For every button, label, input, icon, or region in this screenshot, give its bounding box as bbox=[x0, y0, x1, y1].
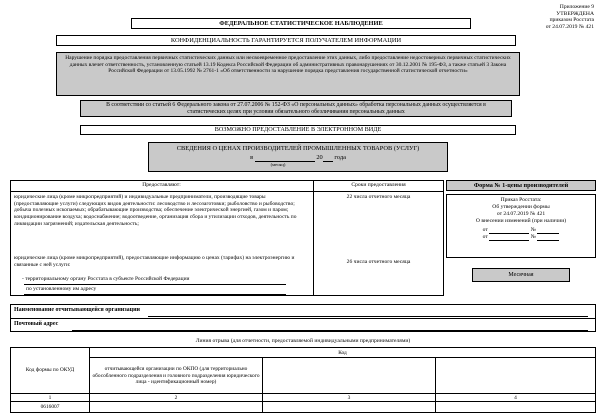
underline bbox=[24, 294, 286, 295]
submitters-header: Предоставляют: bbox=[142, 182, 181, 188]
order-line: Об утверждении формы bbox=[492, 203, 550, 210]
okud-code-cell: 0616007 bbox=[11, 402, 90, 413]
column-number: 2 bbox=[90, 394, 263, 402]
column-number: 3 bbox=[263, 394, 436, 402]
org-name-line[interactable] bbox=[148, 316, 588, 317]
periodicity-text: Месячная bbox=[508, 272, 534, 278]
amendment-date-blank[interactable] bbox=[489, 227, 529, 234]
empty-header bbox=[436, 358, 596, 394]
amendment-line bbox=[447, 227, 595, 234]
organization-divider bbox=[10, 318, 596, 319]
order-box bbox=[446, 194, 596, 258]
month-blank[interactable] bbox=[255, 155, 315, 162]
empty-header bbox=[263, 358, 436, 394]
violation-notice bbox=[56, 52, 520, 96]
tear-line-caption: Линия отрыва (для отчетности, предоставляемой индивидуальными предпринимателями) bbox=[195, 338, 411, 344]
column-number: 4 bbox=[436, 394, 596, 402]
code-cell[interactable] bbox=[436, 402, 596, 413]
org-name-label: Наименование отчитывающейся организации bbox=[14, 307, 141, 313]
periodicity-badge bbox=[472, 268, 570, 282]
personal-data-notice bbox=[80, 100, 512, 117]
order-line: О внесении изменений (при наличии) bbox=[475, 217, 567, 224]
electronic-banner bbox=[80, 125, 516, 135]
submitters-row-2: юридические лица (кроме микропредприятий), предоставляющие информацию о ценах (тарифах) на электроэнергию и связанные с ней услуги: bbox=[14, 255, 295, 268]
electronic-text: ВОЗМОЖНО ПРЕДОСТАВЛЕНИЕ В ЭЛЕКТРОННОМ ВИДЕ bbox=[214, 126, 382, 133]
approval-line: от 24.07.2019 № 421 bbox=[545, 24, 594, 31]
survey-title: ФЕДЕРАЛЬНОЕ СТАТИСТИЧЕСКОЕ НАБЛЮДЕНИЕ bbox=[219, 20, 383, 27]
code-cell[interactable] bbox=[263, 402, 436, 413]
year-prefix: 20 bbox=[316, 154, 323, 162]
form-title-box bbox=[148, 142, 448, 172]
personal-data-text: В соответствии со статьей 6 Федерального закона от 27.07.2006 № 152-ФЗ «О персональных данных» обработка персональных данных осуществляется в статистических целях при условии обязательного обезличивания персональных данных bbox=[106, 102, 486, 116]
codes-table bbox=[10, 347, 596, 413]
amendment-date-blank[interactable] bbox=[489, 234, 529, 241]
terms-row-1: 22 числа отчетного месяца bbox=[346, 194, 411, 200]
postal-address-label: Почтовый адрес bbox=[14, 321, 59, 327]
order-line: от 24.07.2019 № 421 bbox=[496, 210, 546, 217]
postal-address-line[interactable] bbox=[72, 330, 588, 331]
approval-block bbox=[514, 4, 594, 31]
code-header: Код bbox=[90, 348, 596, 358]
number-label: № bbox=[530, 226, 536, 233]
confidentiality-text: КОНФИДЕНЦИАЛЬНОСТЬ ГАРАНТИРУЕТСЯ ПОЛУЧАТЕЛЕМ ИНФОРМАЦИИ bbox=[170, 37, 402, 44]
okud-header: Код формы по ОКУД bbox=[11, 348, 90, 394]
submitters-row-1: юридические лица (кроме микропредприятий) и индивидуальные предприниматели, производящие товары (предоставляющие услуги) следующих видов деятельности: лесоводство и лесозаготовки; рыболовство и рыбоводство; добыча полезных ископаемых; обрабатывающие производства; обеспечение электрической энергией, газом и паром; кондиционирование воздуха; водоснабжение; водоотведение, организация сбора и утилизации отходов, деятельность по ликвидации загрязнений; издательская деятельность; bbox=[14, 194, 297, 227]
month-hint: (месяц) bbox=[270, 161, 286, 167]
form-number-badge bbox=[446, 180, 596, 191]
amendment-number-blank[interactable] bbox=[537, 234, 559, 241]
approval-line: приказом Росстата bbox=[549, 17, 594, 24]
form-number-text: Форма № 1-цены производителей bbox=[473, 182, 569, 189]
underline bbox=[24, 284, 286, 285]
in-label: в bbox=[250, 154, 254, 162]
year-blank[interactable] bbox=[323, 155, 333, 162]
form-title: СВЕДЕНИЯ О ЦЕНАХ ПРОИЗВОДИТЕЛЕЙ ПРОМЫШЛЕННЫХ ТОВАРОВ (УСЛУГ) bbox=[176, 145, 420, 152]
approval-line: УТВЕРЖДЕНА bbox=[556, 10, 594, 17]
year-suffix: года bbox=[334, 154, 346, 162]
survey-title-banner bbox=[131, 18, 471, 29]
confidentiality-banner bbox=[56, 35, 516, 46]
terms-header: Сроки предоставления bbox=[351, 182, 406, 188]
approval-line: Приложение 9 bbox=[559, 4, 594, 10]
violation-text: Нарушение порядка предоставления первичных статистических данных или несвоевременное предоставление этих данных, либо предоставление недостоверных первичных статистических данных влечет ответственность, установленную статьей 13.19 Кодекса Российской Федерации об административных правонарушениях от 30.12.2001 № 195-ФЗ, а также статьей 3 Закона Российской Федерации от 13.05.1992 № 2761-1 «Об ответственности за нарушение порядка представления государственной статистической отчетности» bbox=[65, 55, 511, 75]
terms-row-2: 26 числа отчетного месяца bbox=[346, 259, 411, 265]
territorial-line: - территориальному органу Росстата в субъекте Российской Федерации bbox=[22, 276, 190, 282]
amendment-line bbox=[447, 234, 595, 241]
from-label: от bbox=[482, 233, 488, 240]
column-number: 1 bbox=[11, 394, 90, 402]
period-line bbox=[149, 154, 447, 161]
territorial-line-2: по установленному им адресу bbox=[26, 286, 97, 292]
okpo-header: отчитывающейся организации по ОКПО (для территориально обособленного подразделения и головного подразделения юридического лица - идентификационный номер) bbox=[90, 358, 263, 394]
number-label: № bbox=[530, 233, 536, 240]
okpo-code-cell[interactable] bbox=[90, 402, 263, 413]
from-label: от bbox=[482, 226, 488, 233]
order-line: Приказ Росстата: bbox=[500, 197, 542, 203]
table-header-divider bbox=[10, 191, 444, 192]
amendment-number-blank[interactable] bbox=[537, 227, 559, 234]
